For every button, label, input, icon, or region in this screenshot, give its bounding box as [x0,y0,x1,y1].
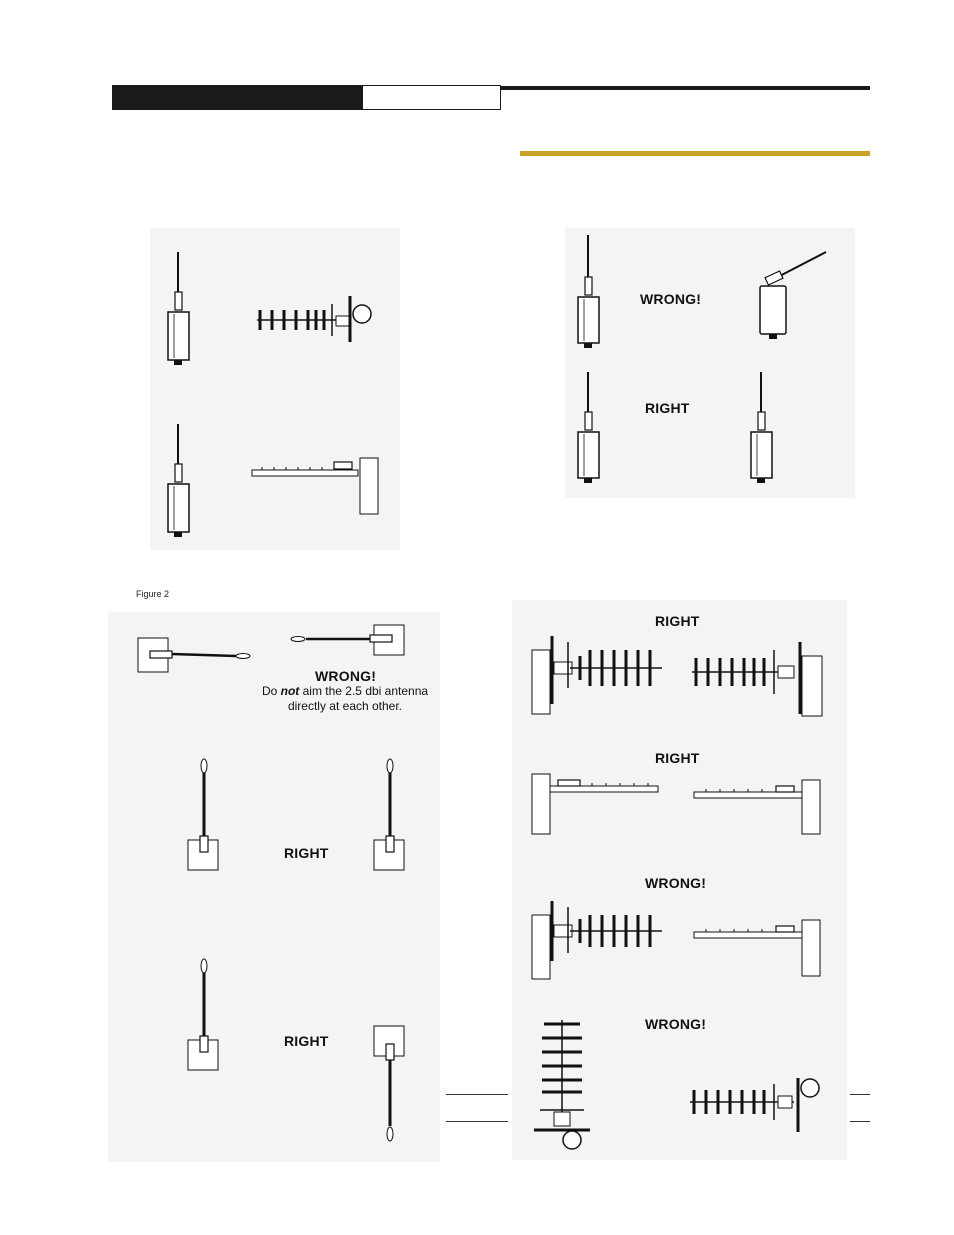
footer-rule [850,1121,870,1122]
wrong-label: WRONG! [645,875,707,891]
yagi-antenna-side-view-illustration [248,456,383,516]
yagi-on-left-mast-illustration [530,632,665,716]
receiver-vertical-antenna-illustration [570,233,610,353]
header-title-box [362,85,501,110]
horizontal-whip-antenna-right-illustration [288,623,406,663]
yagi-side-view-left-mast-illustration [530,772,665,836]
yagi-on-right-mast-illustration [690,640,825,716]
receiver-vertical-antenna-illustration [743,370,783,490]
header-rule [500,86,870,90]
receiver-tilted-antenna-illustration [752,248,832,343]
vertical-whip-antenna-illustration [372,758,408,874]
yagi-side-view-right-mast-illustration [692,778,827,836]
yagi-antenna-top-view-illustration [252,294,382,344]
inverted-whip-antenna-illustration [372,1024,408,1144]
right-label: RIGHT [655,750,700,766]
receiver-vertical-antenna-illustration [570,370,610,490]
right-label: RIGHT [284,845,329,861]
receiver-whip-antenna-illustration [160,250,200,370]
wrong-label: WRONG! [640,291,702,307]
yagi-top-view-with-mast-illustration [688,1076,823,1134]
right-label: RIGHT [655,613,700,629]
yagi-side-view-right-mast-illustration [692,918,827,978]
footer-rule [446,1094,508,1095]
horizontal-whip-antenna-left-illustration [136,636,254,676]
footer-rule [446,1121,508,1122]
right-label: RIGHT [284,1033,329,1049]
vertical-whip-antenna-illustration [186,958,222,1074]
warning-note: Do not aim the 2.5 dbi antenna directly at each other. [261,684,429,713]
right-label: RIGHT [645,400,690,416]
footer-rule [850,1094,870,1095]
header-black-bar [112,85,362,110]
receiver-whip-antenna-illustration [160,422,200,542]
section-accent-rule [520,151,870,156]
wrong-label: WRONG! [645,1016,707,1032]
yagi-pointing-up-illustration [532,1018,592,1152]
yagi-vertical-polarized-left-mast-illustration [530,897,665,981]
vertical-whip-antenna-illustration [186,758,222,874]
figure-caption: Figure 2 [136,589,170,599]
wrong-label: WRONG! [315,668,377,684]
